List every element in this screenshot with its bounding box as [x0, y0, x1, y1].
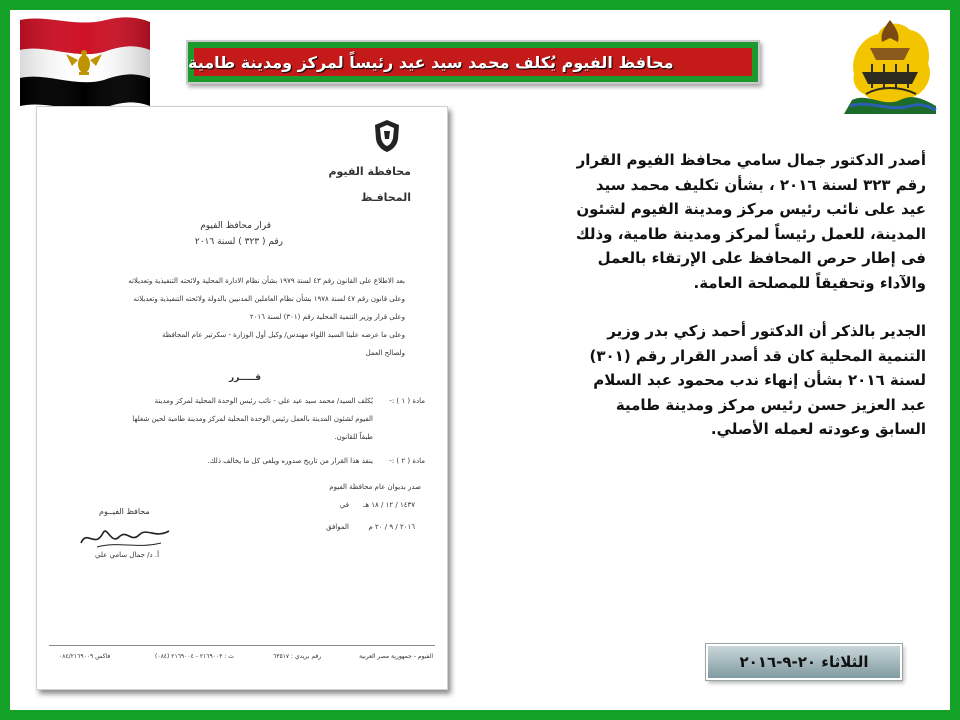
doc-org: محافظة الفيوم [328, 165, 411, 178]
fayoum-governorate-logo-icon [840, 14, 940, 114]
title-banner [186, 40, 760, 84]
article-paragraph-2: الجدير بالذكر أن الدكتور أحمد زكي بدر وزير التنمية المحلية كان قد أصدر القرار رقم (٣٠١) لسنة ٢٠١٦ بشأن إنهاء ندب محمود عبد السلام عبد العزيز حسن رئيس مركز ومدينة طامية السابق وعودته لعمله الأصلي. [589, 322, 926, 438]
doc-hijri-label: في [339, 501, 349, 509]
doc-greg-label: الموافق [326, 523, 349, 531]
content-area [10, 10, 950, 710]
doc-article1-line: طبقاً للقانون. [334, 433, 373, 441]
doc-footer-postal: رقم بريدي : ٦٣٥١٧ [273, 653, 322, 660]
doc-footer-rule [49, 645, 435, 646]
doc-governor-label: محافظ الفيــوم [99, 507, 150, 516]
article-body [566, 148, 926, 442]
doc-footer-fax: فاكس ٠٨٤/٢١٦٩٠٠٩ [59, 653, 111, 660]
doc-decision-title: قرار محافظ الفيوم [200, 221, 271, 231]
document-seal-icon [373, 119, 401, 153]
egypt-flag-icon [16, 14, 154, 110]
doc-article2-label: مادة ( ٢ ) :- [389, 457, 425, 465]
doc-article2-line: ينفذ هذا القرار من تاريخ صدوره ويلغى كل ما يخالف ذلك. [207, 457, 373, 465]
date-text: الثلاثاء ٢٠-٩-٢٠١٦ [739, 653, 869, 671]
doc-governor-name: أ. د/ جمال سامي علي [95, 551, 160, 559]
date-badge [706, 644, 902, 680]
doc-decides: قـــــرر [228, 373, 261, 383]
doc-clause: وعلى قرار وزير التنمية المحلية رقم (٣٠١) لسنة ٢٠١٦ [249, 313, 405, 321]
doc-decision-number: رقم ( ٣٢٣ ) لسنة ٢٠١٦ [194, 237, 283, 247]
doc-clause: ولصالح العمل [365, 349, 405, 357]
doc-article1-line: يُكلف السيد/ محمد سيد عيد علي - نائب رئيس الوحدة المحلية لمركز ومدينة [154, 397, 373, 405]
signature-icon [77, 519, 173, 553]
page-title: محافظ الفيوم يُكلف محمد سيد عيد رئيساً لمركز ومدينة طامية [188, 52, 674, 72]
doc-article1-line: الفيوم لشئون المدينة بالعمل رئيس الوحدة المحلية لمركز ومدينة طامية لحين شغلها [132, 415, 373, 423]
doc-greg-date: ٢٠١٦ / ٩ / ٢٠ م [368, 523, 415, 531]
doc-office: المحافـظ [360, 191, 411, 204]
scanned-decree-document [36, 106, 448, 690]
doc-hijri-date: ١٤٣٧ / ١٢ / ١٨ هـ [363, 501, 415, 509]
doc-issued: صدر بديوان عام محافظة الفيوم [329, 483, 421, 491]
doc-footer-phone: ت : ٢١٦٩٠٠٣ - ٢١٦٩٠٠٤ (٠٨٤) [155, 653, 234, 660]
article-paragraph-1: أصدر الدكتور جمال سامي محافظ الفيوم القرار رقم ٣٢٣ لسنة ٢٠١٦ ، بشأن تكليف محمد سيد عيد على نائب رئيس مركز ومدينة الفيوم لشئون المدينة، للعمل رئيساً لمركز ومدينة طامية، وذلك فى إطار حرص المحافظ على الإرتقاء بالعمل والآداء وتحقيقاً للمصلحة العامة. [575, 151, 926, 292]
doc-clause: وعلى ما عرضه علينا السيد اللواء مهندس/ وكيل أول الوزارة - سكرتير عام المحافظة [161, 331, 405, 339]
doc-clause: بعد الاطلاع على القانون رقم ٤٣ لسنة ١٩٧٩ بشأن نظام الادارة المحلية ولائحته التنفيذية وتعديلاته [128, 277, 405, 285]
doc-article1-label: مادة ( ١ ) :- [389, 397, 425, 405]
doc-clause: وعلى قانون رقم ٤٧ لسنة ١٩٧٨ بشأن نظام العاملين المدنيين بالدولة ولائحته التنفيذية وتعديلاته [133, 295, 405, 303]
doc-footer-address: الفيوم - جمهورية مصر العربية [359, 653, 433, 660]
